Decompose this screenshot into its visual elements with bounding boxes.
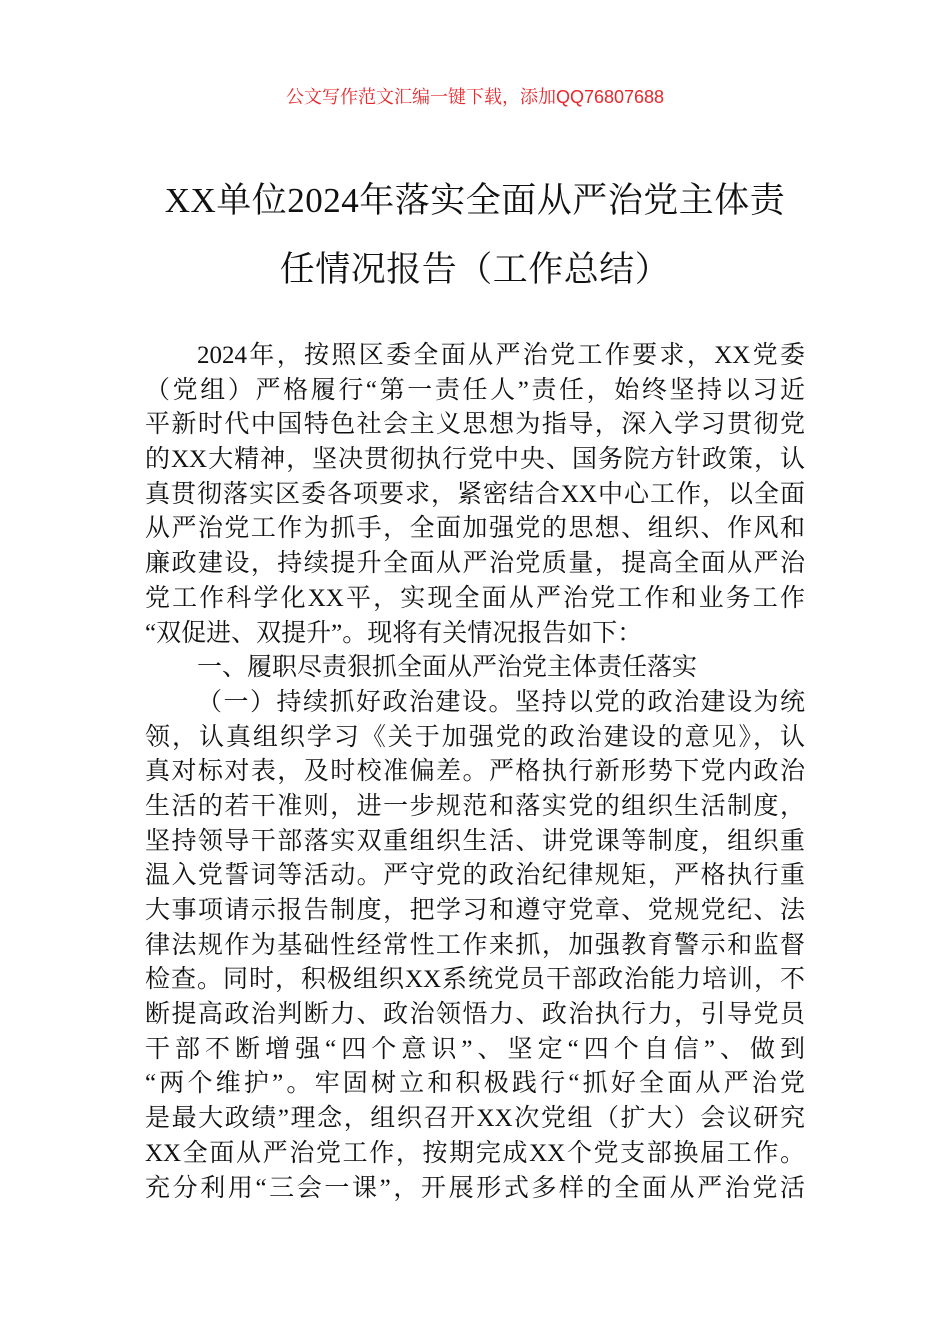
text-line: 温入党誓词等活动。严守党的政治纪律规矩，严格执行重 [145,862,805,890]
text-line: 律法规作为基础性经常性工作来抓，加强教育警示和监督 [145,931,805,959]
text-line: 检查。同时，积极组织XX系统党员干部政治能力培训，不 [145,966,805,994]
text-line: “双促进、双提升”。现将有关情况报告如下： [145,619,643,647]
text-line: 大事项请示报告制度，把学习和遵守党章、党规党纪、法 [145,897,805,924]
text-line: XX全面从严治党工作，按期完成XX个党支部换届工作。 [145,1139,805,1167]
text-line: 充分利用“三会一课”，开展形式多样的全面从严治党活 [145,1174,805,1202]
text-line: （一）持续抓好政治建设。坚持以党的政治建设为统 [197,688,805,716]
text-line: 从严治党工作为抓手，全面加强党的思想、组织、作风和 [145,515,805,543]
text-line: 领，认真组织学习《关于加强党的政治建设的意见》，认 [145,723,805,751]
text-line: （党组）严格履行“第一责任人”责任，始终坚持以习近 [145,376,805,404]
text-line: 的XX大精神，坚决贯彻执行党中央、国务院方针政策，认 [145,446,805,474]
text-line: 生活的若干准则，进一步规范和落实党的组织生活制度， [145,792,805,820]
text-line: 干部不断增强“四个意识”、坚定“四个自信”、做到 [145,1035,805,1063]
text-line: “两个维护”。牢固树立和积极践行“抓好全面从严治党 [145,1070,805,1098]
paragraph-political-building [145,686,805,1206]
text-line: 坚持领导干部落实双重组织生活、讲党课等制度，组织重 [145,827,805,855]
text-line: 真对标对表，及时校准偏差。严格执行新形势下党内政治 [145,758,805,786]
document-title-line-1: XX单位2024年落实全面从严治党主体责 [164,181,786,220]
paragraph-intro [145,339,805,651]
text-line: 断提高政治判断力、政治领悟力、政治执行力，引导党员 [145,1001,805,1029]
text-line: 廉政建设，持续提升全面从严治党质量，提高全面从严治 [145,550,805,578]
section-heading: 一、履职尽责狠抓全面从严治党主体责任落实 [197,654,698,682]
text-line: 是最大政绩”理念，组织召开XX次党组（扩大）会议研究 [145,1105,805,1133]
document-body [145,339,805,1206]
text-line: 党工作科学化XX平，实现全面从严治党工作和业务工作 [145,584,805,612]
text-line: 平新时代中国特色社会主义思想为指导，深入学习贯彻党 [145,411,805,439]
text-line: 2024年，按照区委全面从严治党工作要求，XX党委 [197,342,805,369]
text-line: 真贯彻落实区委各项要求，紧密结合XX中心工作，以全面 [145,480,805,508]
watermark-download-notice: 公文写作范文汇编一键下载，添加QQ76807688 [285,87,665,107]
document-title-line-2: 任情况报告（工作总结） [279,250,671,289]
